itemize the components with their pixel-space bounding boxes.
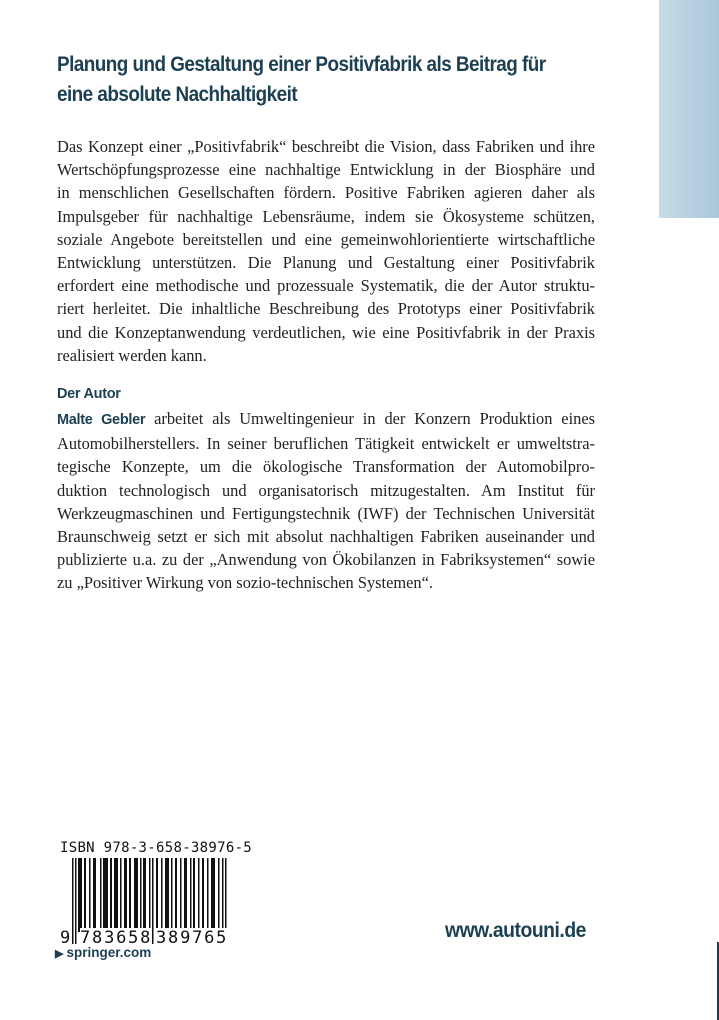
description-line: Das Konzept einer „Positivfabrik“ beschreibt die Vision, dass Fabriken und ihre [57, 137, 595, 156]
description-line: erfordert eine methodische und prozessuale Systematik, die der Autor struktu- [57, 276, 595, 296]
author-bio-line: zu „Positiver Wirkung von sozio-technischen Systemen“. [57, 573, 433, 593]
author-bio-line [57, 407, 595, 432]
author-bio-text: arbeitet als Umweltingenieur in der Konzern Produktion eines [145, 409, 595, 428]
author-name: Malte Gebler [57, 412, 146, 428]
description-paragraph [57, 135, 657, 367]
author-bio-line: Automobilherstellers. In seiner beruflichen Tätigkeit entwickelt er umweltstra- [57, 434, 595, 454]
description-line: riert herleitet. Die inhaltliche Beschreibung des Prototyps einer Positivfabrik [57, 299, 595, 319]
description-line: Entwicklung unterstützen. Die Planung und Gestaltung einer Positivfabrik [57, 253, 595, 273]
isbn-label: ISBN 978-3-658-38976-5 [60, 840, 253, 856]
publisher-link[interactable] [55, 945, 151, 960]
description-line: Wertschöpfungsprozesse eine nachhaltige Entwicklung in der Biosphäre und [57, 160, 595, 180]
author-bio-line: duktion technologisch und organisatorisch mitzugestalten. Am Institut für [57, 480, 595, 500]
description-line: Impulsgeber für nachhaltige Lebensräume, indem sie Ökosysteme schützen, [57, 206, 595, 226]
author-bio-line: Werkzeugmaschinen und Fertigungstechnik (IWF) der Technischen Universität [57, 503, 595, 523]
barcode [60, 858, 240, 954]
description-line: soziale Angebote bereitstellen und eine gemeinwohlorientierte wirtschaftliche [57, 229, 595, 249]
title-line: eine absolute Nachhaltigkeit [57, 83, 298, 106]
author-bio [57, 407, 657, 595]
author-heading: Der Autor [57, 386, 121, 402]
barcode-digits-right: 389765 [156, 928, 229, 948]
description-line: realisiert werden kann. [57, 345, 207, 365]
publisher-link-text: springer.com [66, 945, 152, 960]
play-arrow-icon: ▶ [55, 948, 64, 960]
isbn-barcode-block [60, 840, 252, 954]
author-bio-line: tegische Konzepte, um die ökologische Transformation der Automobilpro- [57, 457, 595, 477]
description-line: und die Konzeptanwendung verdeutlichen, wie eine Positivfabrik in der Praxis [57, 322, 595, 342]
author-bio-line: publizierte u.a. zu der „Anwendung von Ökobilanzen in Fabriksystemen“ sowie [57, 550, 595, 570]
description-line: in menschlichen Gesellschaften fördern. Positive Fabriken agieren daher als [57, 183, 595, 203]
series-url[interactable]: www.autouni.de [445, 919, 586, 942]
side-color-tab [659, 0, 719, 218]
barcode-digits-left: 783658 [80, 928, 153, 948]
barcode-bars [72, 858, 232, 938]
book-title [57, 50, 561, 110]
title-line: Planung und Gestaltung einer Positivfabrik als Beitrag für [57, 53, 546, 76]
author-bio-line: Braunschweig setzt er sich mit absolut nachhaltigen Fabriken auseinander und [57, 527, 595, 547]
barcode-digit-first: 9 [60, 928, 71, 948]
